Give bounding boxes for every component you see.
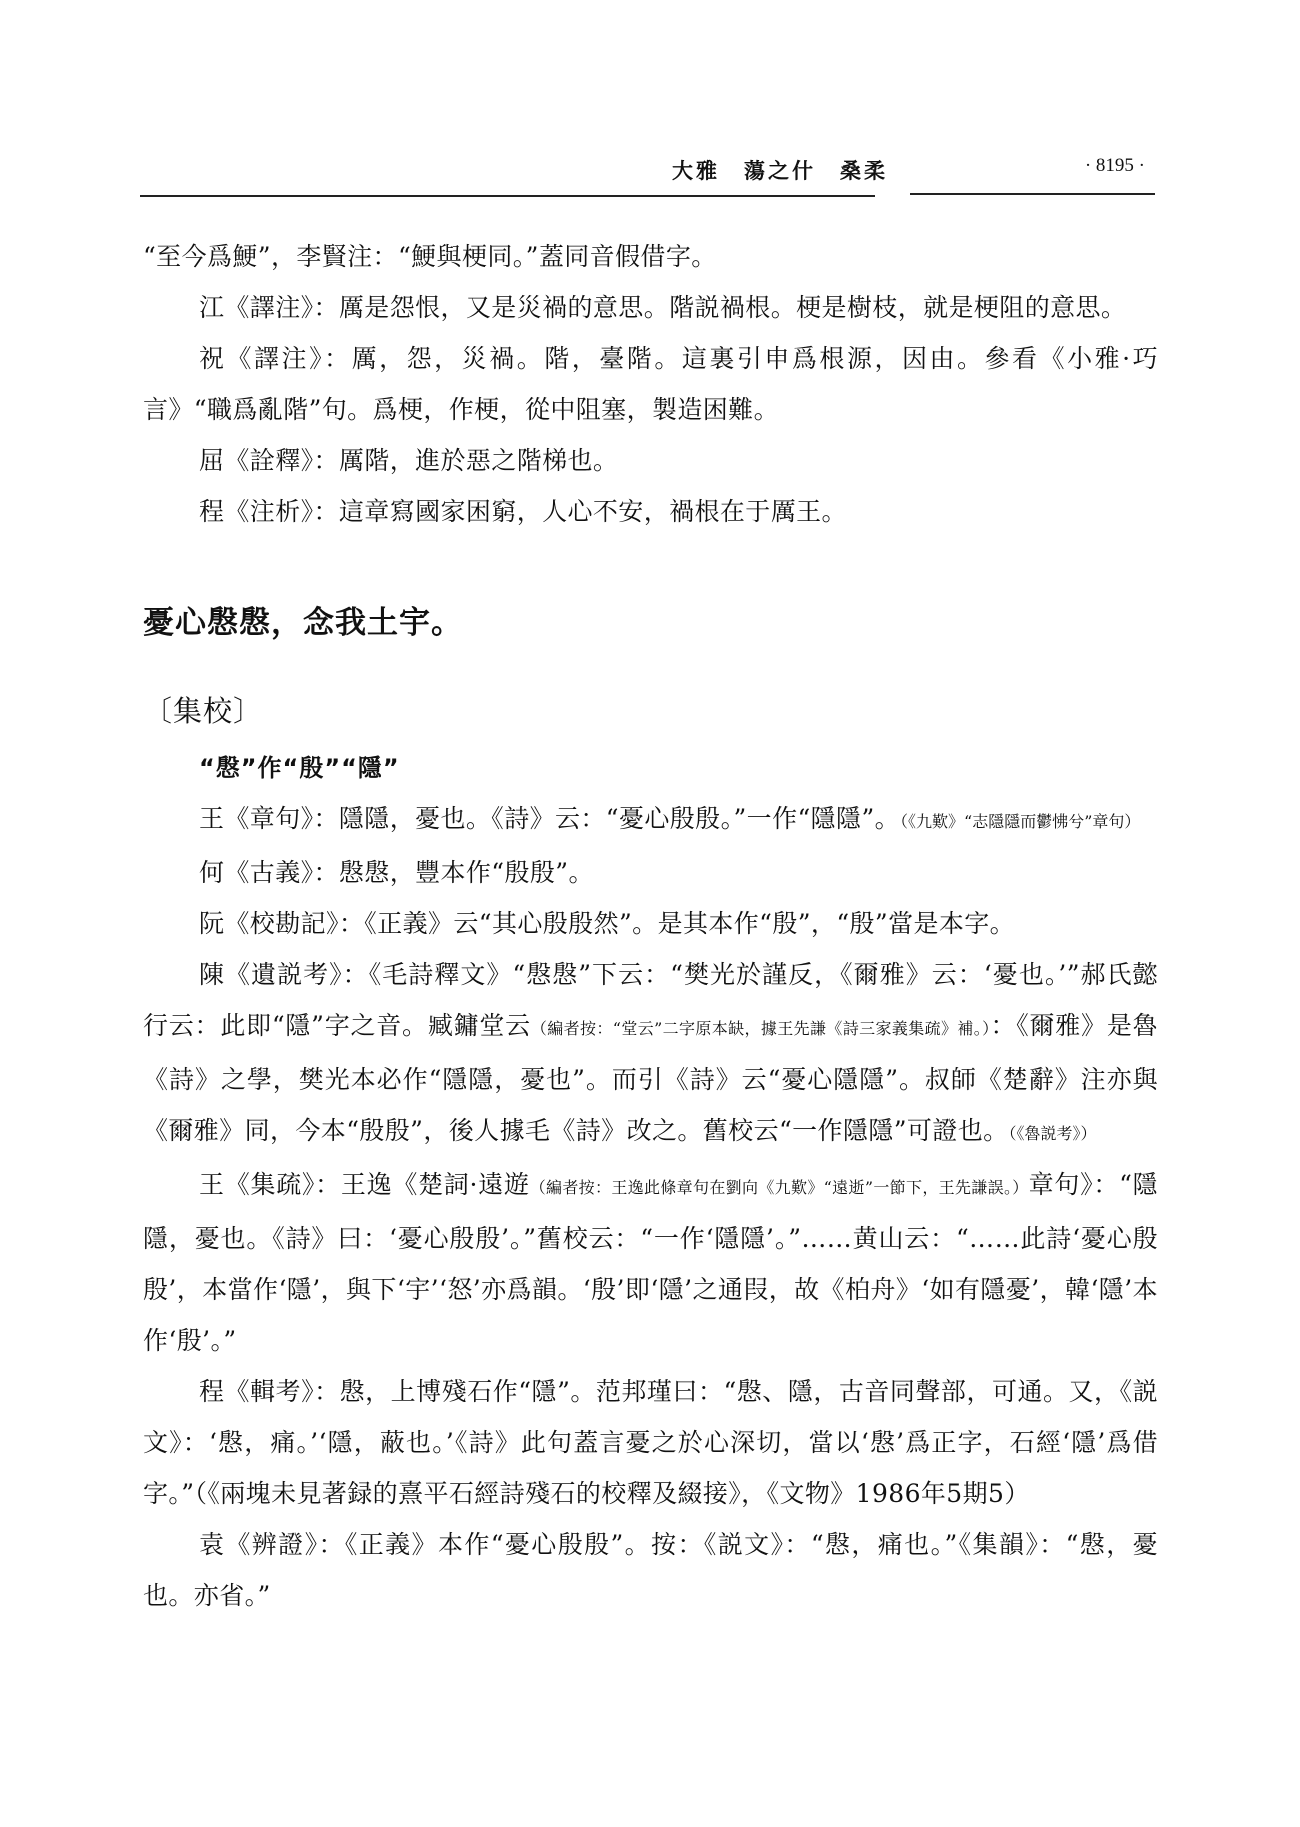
entry-cheng-jikao: 程《輯考》：慇，上博殘石作“隱”。范邦瑾曰：“慇、隱，古音同聲部，可通。又，《説文》：‘慇，痛。’‘隱，蔽也。’《詩》此句蓋言憂之於心深切，當以‘慇’爲正字，石經‘隱’爲借字。”（《兩塊未見著録的熹平石經詩殘石的校釋及綴接》，《文物》1986年5期5）: [143, 1377, 1158, 1508]
editor-note: （編者按：王逸此條章句在劉向《九歎》“遠逝”一節下，王先謙誤。）: [529, 1178, 1029, 1197]
entry-text: 陳《遺説考》：《毛詩釋文》“慇慇”下云：“樊光於謹反，《爾雅》云：‘憂也。’”郝氏懿行云：此即“隱”字之音。臧鏞堂云: [143, 960, 1158, 1040]
entry-chen-yishuokao: [143, 949, 1158, 1159]
entry-text: 章句》：“隱隱，憂也。《詩》曰：‘憂心殷殷’。”舊校云：“一作‘隱隱’。”……黄山云：“……此詩‘憂心殷殷’，本當作‘隱’，與下‘宇’‘怒’亦爲韻。‘殷’即‘隱’之通叚，故《柏舟》‘如有隱憂’，韓‘隱’本作‘殷’。”: [143, 1170, 1158, 1355]
paragraph-jiang-yizhu: 江《譯注》：厲是怨恨，又是災禍的意思。階説禍根。梗是樹枝，就是梗阻的意思。: [199, 293, 1127, 322]
entry-he-guyi: 何《古義》：慇慇，豐本作“殷殷”。: [199, 858, 594, 887]
entry-text: ：《爾雅》是魯《詩》之學，樊光本必作“隱隱，憂也”。而引《詩》云“憂心隱隱”。叔師《楚辭》注亦與《爾雅》同，今本“殷殷”，後人據毛《詩》改之。舊校云“一作隱隱”可證也。: [143, 1011, 1158, 1145]
page-header: [140, 155, 1155, 195]
page-number: · 8195 ·: [1084, 155, 1145, 176]
editor-note: （編者按：“堂云”二字原本缺，據王先謙《詩三家義集疏》補。）: [530, 1019, 991, 1038]
entry-yuan-bianzheng: 袁《辨證》：《正義》本作“憂心殷殷”。按：《説文》：“慇，痛也。”《集韻》：“慇，憂也。亦省。”: [143, 1530, 1158, 1610]
page-body: [143, 231, 1158, 1621]
verse-heading: 憂心慇慇，念我土宇。: [143, 605, 463, 641]
entry-wang-jishu: [143, 1159, 1158, 1366]
paragraph-zhu-yizhu: 祝《譯注》：厲，怨，災禍。階，臺階。這裏引申爲根源，因由。參看《小雅·巧言》“職爲亂階”句。爲梗，作梗，從中阻塞，製造困難。: [143, 344, 1158, 424]
paragraph-continued-quote: “至今爲鯁”，李賢注：“鯁與梗同。”蓋同音假借字。: [143, 242, 717, 271]
paragraph-qu-quanshi: 屈《詮釋》：厲階，進於惡之階梯也。: [199, 446, 619, 475]
entry-wang-zhangju: [143, 793, 1158, 847]
section-heading: 〔集校〕: [143, 694, 264, 728]
header-rule-right: [910, 193, 1155, 195]
running-title: 大雅 蕩之什 桑柔: [672, 158, 888, 183]
entry-text: 王《章句》：隱隱，憂也。《詩》云：“憂心殷殷。”一作“隱隱”。: [199, 804, 901, 833]
source-note: （《九歎》“志隱隱而鬱怫兮”章句）: [900, 812, 1141, 831]
entry-ruan-jiaokanji: 阮《校勘記》：《正義》云“其心殷殷然”。是其本作“殷”，“殷”當是本字。: [199, 909, 1016, 938]
variant-subheading: “慇”作“殷”“隱”: [199, 754, 400, 782]
header-rule-left: [140, 195, 875, 197]
source-note: （《魯説考》）: [1008, 1124, 1097, 1143]
entry-text: 王《集疏》：王逸《楚詞·遠遊: [199, 1170, 530, 1199]
paragraph-cheng-zhuxi: 程《注析》：這章寫國家困窮，人心不安，禍根在于厲王。: [199, 497, 847, 526]
